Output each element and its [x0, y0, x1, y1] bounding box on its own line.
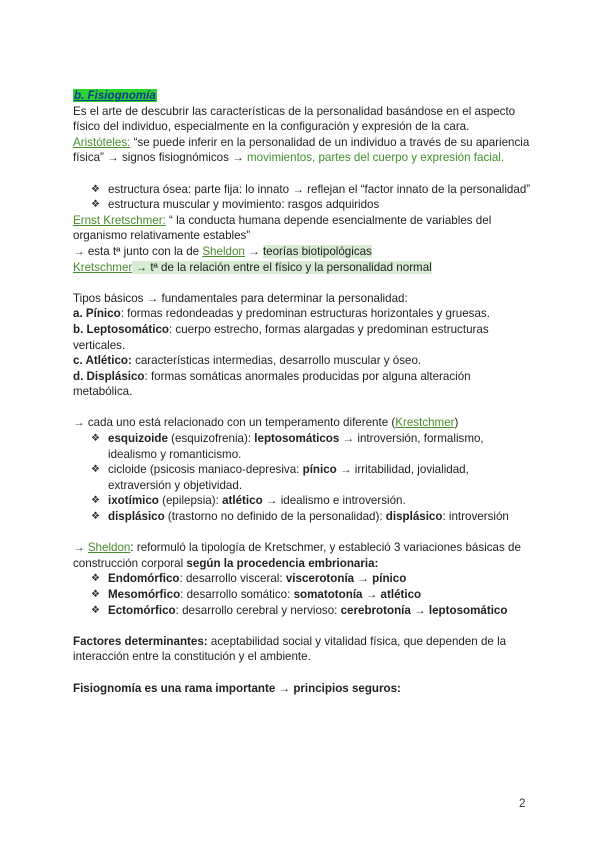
highlight-teoria-relacion: tª de la relación entre el físico y la personalidad normal [150, 260, 432, 274]
list-item: ❖ estructura muscular y movimiento: rasgos adquiridos [91, 198, 380, 212]
sheldon-link[interactable]: Sheldon [202, 244, 245, 258]
sheldon-link-2[interactable]: Sheldon [87, 541, 131, 555]
tipo-d: d. Displásico: formas somáticas anormales producidas por alguna alteración metabólica. [73, 369, 471, 399]
diamond-bullet-icon: ❖ [91, 495, 100, 507]
conclusion-line: Fisiognomía es una rama importante → principios seguros: [73, 681, 401, 695]
kretschmer-paragraph [73, 213, 533, 244]
list-item: ❖ cicloide (psicosis maniaco-depresiva: pínico → irritabilidad, jovialidad, extraversión y objetividad. [91, 463, 469, 492]
tipo-c: c. Atlético: características intermedias, desarrollo muscular y óseo. [73, 354, 422, 368]
kretschmer-theory-line: Kretschmer → tª de la relación entre el físico y la personalidad normal [73, 260, 432, 274]
list-item: ❖ Mesomórfico: desarrollo somático: somatotonía → atlético [91, 588, 422, 601]
highlight-teorias: teorías biotipológicas [262, 244, 372, 258]
sheldon-list [73, 571, 533, 618]
aristoteles-green-text: movimientos, partes del cuerpo y expresión facial. [246, 151, 505, 165]
kretschmer-link-2[interactable]: Kretschmer [73, 260, 133, 274]
diamond-bullet-icon: ❖ [91, 604, 100, 616]
temperamento-intro: → cada uno está relacionado con un temperamento diferente (Krestchmer) [73, 416, 459, 430]
list-item: ❖ esquizoide (esquizofrenia): leptosomáticos → introversión, formalismo, idealismo y romanticismo. [91, 432, 484, 461]
diamond-bullet-icon: ❖ [91, 589, 100, 600]
krestchmer-link[interactable]: Krestchmer [395, 416, 455, 430]
kretschmer-link[interactable]: Ernst Kretschmer: [73, 213, 166, 227]
aristoteles-paragraph [73, 135, 533, 166]
factores-paragraph: Factores determinantes: aceptabilidad social y vitalidad física, que dependen de la interacción entre la constitución y el ambiente. [73, 634, 507, 664]
document-body [73, 88, 533, 696]
diamond-bullet-icon: ❖ [91, 433, 100, 445]
list-item: ❖ Endomórfico: desarrollo visceral: viscerotonía → pínico [91, 572, 407, 586]
list-item: ❖ ixotímico (epilepsia): atlético → idealismo e introversión. [91, 494, 406, 508]
diamond-bullet-icon: ❖ [91, 464, 100, 476]
temperamento-list [73, 431, 533, 525]
fisiognomia-bullet-list [73, 182, 533, 213]
heading-fisiognomia: b. Fisiognomía [74, 89, 156, 102]
kretschmer-quote: “ la conducta humana depende esencialmente de variables del organismo relativamente estables” [73, 213, 492, 243]
diamond-bullet-icon: ❖ [91, 573, 100, 585]
aristoteles-link[interactable]: Aristóteles: [73, 135, 131, 149]
sheldon-paragraph: → Sheldon: reformuló la tipología de Kretschmer, y estableció 3 variaciones básicas de construcción corporal según la procedencia embrionaria: [73, 541, 521, 570]
list-item: ❖ displásico (trastorno no definido de la personalidad): displásico: introversión [91, 510, 509, 524]
intro-paragraph: Es el arte de descubrir las características de la personalidad basándose en el aspecto físico del individuo, especialmente en la configuración y expresión de la cara. [73, 104, 516, 134]
section-heading [73, 88, 533, 104]
tipos-intro: Tipos básicos → fundamentales para determinar la personalidad: [73, 291, 408, 305]
page-number: 2 [519, 797, 526, 810]
list-item: ❖ estructura ósea: parte fija: lo innato → reflejan el “factor innato de la personalidad” [91, 182, 531, 196]
aristoteles-quote: “se puede inferir en la personalidad de un individuo a través de su apariencia física” → signos fisiognómicos → [73, 135, 530, 165]
diamond-bullet-icon: ❖ [91, 511, 100, 523]
diamond-bullet-icon: ❖ [91, 199, 100, 211]
kretschmer-sheldon-line: → esta tª junto con la de Sheldon → teorías biotipológicas [73, 244, 372, 258]
list-item: ❖ Ectomórfico: desarrollo cerebral y nervioso: cerebrotonía → leptosomático [91, 603, 508, 617]
tipo-a: a. Pínico: formas redondeadas y predominan estructuras horizontales y gruesas. [73, 307, 490, 321]
tipo-b: b. Leptosomático: cuerpo estrecho, formas alargadas y predominan estructuras verticales. [73, 322, 489, 352]
diamond-bullet-icon: ❖ [91, 183, 100, 195]
